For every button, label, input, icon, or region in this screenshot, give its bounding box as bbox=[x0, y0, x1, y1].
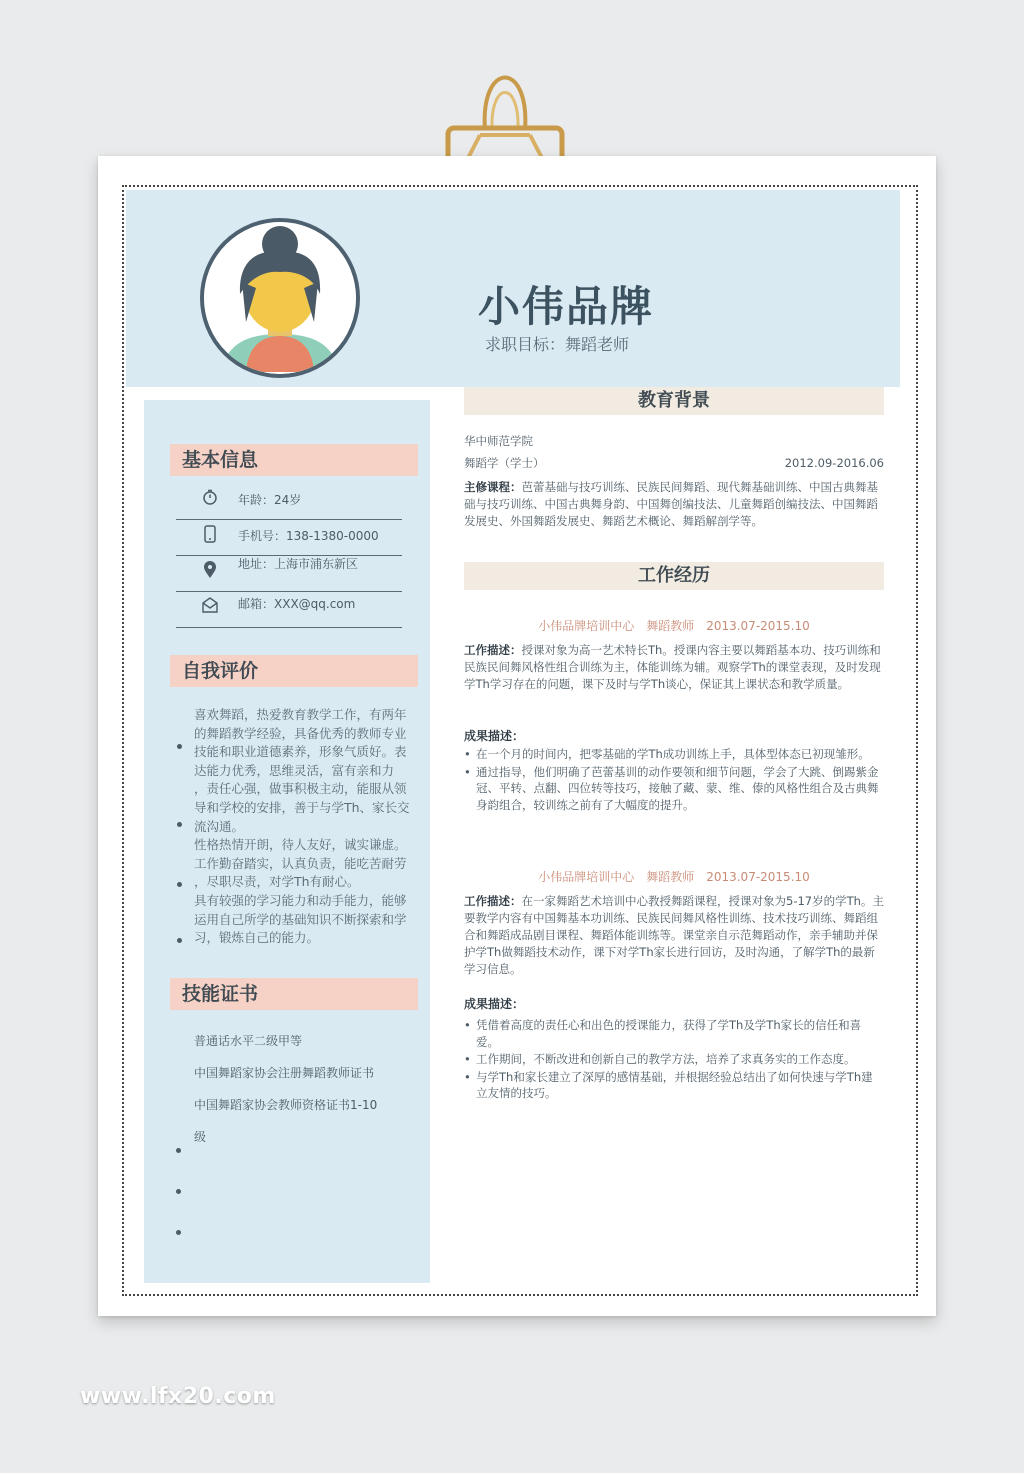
basic-info-title: 基本信息 bbox=[170, 444, 418, 476]
cert-item: 中国舞蹈家协会教师资格证书1-10 bbox=[194, 1098, 378, 1112]
courses bbox=[464, 479, 884, 530]
eval-line: 导和学校的安排，善于与学Th、家长交 bbox=[194, 799, 410, 815]
result-item: • 通过指导，他们明确了芭蕾基训的动作要领和细节问题，学会了大跳、倒踢紫金冠、平转、点翻、四位转等技巧，接触了藏、蒙、维、傣的风格性组合及古典舞身韵组合，较训练之前有了大幅度的提升。 bbox=[464, 764, 884, 814]
location-icon bbox=[202, 561, 218, 579]
job-target: 求职目标：舞蹈老师 bbox=[485, 335, 630, 354]
eval-line: 具有较强的学习能力和动手能力，能够 bbox=[194, 892, 407, 908]
bullet-dot bbox=[177, 882, 182, 887]
job-desc-text: 授课对象为高一艺术特长Th。授课内容主要以舞蹈基本功、技巧训练和民族民间舞风格性组合训练为主，体能训练为辅。观察学Th的课堂表现，及时发现学Th学习存在的问题，课下及时与学Th谈心，保证其上课状态和教学质量。 bbox=[464, 643, 881, 691]
result-item: • 凭借着高度的责任心和出色的授课能力，获得了学Th及学Th家长的信任和喜爱。 bbox=[464, 1017, 884, 1050]
result-item: • 工作期间，不断改进和创新自己的教学方法，培养了求真务实的工作态度。 bbox=[464, 1051, 884, 1068]
eval-line: 流沟通。 bbox=[194, 818, 245, 834]
info-row-phone bbox=[176, 519, 402, 556]
education-period: 2012.09-2016.06 bbox=[784, 456, 884, 470]
eval-line: ，责任心强，做事积极主动，能服从领 bbox=[194, 781, 407, 797]
eval-line: 达能力优秀，思维灵活，富有亲和力 bbox=[194, 762, 395, 778]
result-item: • 与学Th和家长建立了深厚的感情基础，并根据经验总结出了如何快速与学Th建立友情的技巧。 bbox=[464, 1069, 884, 1102]
avatar-illustration bbox=[204, 222, 356, 374]
work-title: 工作经历 bbox=[464, 562, 884, 590]
avatar bbox=[200, 218, 360, 378]
courses-label: 主修课程： bbox=[464, 480, 522, 494]
eval-line: 的舞蹈教学经验，具备优秀的教师专业 bbox=[194, 725, 407, 741]
result-list bbox=[464, 1017, 884, 1103]
watermark-text: www.lfx20.com bbox=[80, 1384, 276, 1409]
result-item: • 在一个月的时间内，把零基础的学Th成功训练上手，具体型体态已初现雏形。 bbox=[464, 746, 884, 763]
self-eval-title: 自我评价 bbox=[170, 655, 418, 687]
job-desc bbox=[464, 893, 884, 978]
job-header: 小伟品牌培训中心 舞蹈教师 2013.07-2015.10 bbox=[538, 870, 810, 884]
cert-item: 中国舞蹈家协会注册舞蹈教师证书 bbox=[194, 1066, 375, 1080]
info-row-email bbox=[176, 591, 402, 628]
eval-line: 工作勤奋踏实，认真负责，能吃苦耐劳 bbox=[194, 855, 407, 871]
cert-item: 普通话水平二级甲等 bbox=[194, 1034, 303, 1048]
info-phone: 手机号：138-1380-0000 bbox=[238, 529, 379, 543]
clock-icon bbox=[202, 489, 218, 507]
resume-paper bbox=[98, 156, 936, 1316]
bullet-dot bbox=[177, 822, 182, 827]
candidate-name: 小伟品牌 bbox=[478, 282, 655, 331]
result-label: 成果描述： bbox=[464, 997, 525, 1011]
job-desc-label: 工作描述： bbox=[464, 643, 522, 657]
eval-line: 运用自己所学的基础知识不断探索和学 bbox=[194, 911, 407, 927]
info-address: 地址：上海市浦东新区 bbox=[238, 557, 359, 571]
cert-item: 级 bbox=[194, 1130, 207, 1144]
eval-line: 喜欢舞蹈，热爱教育教学工作，有两年 bbox=[194, 707, 407, 722]
eval-line: ，尽职尽责，对学Th有耐心。 bbox=[194, 874, 360, 890]
info-row-age bbox=[176, 483, 402, 520]
info-row-address bbox=[176, 555, 402, 592]
bullet-dot bbox=[177, 938, 182, 943]
job-desc-label: 工作描述： bbox=[464, 894, 522, 908]
bullet-dot bbox=[176, 1148, 181, 1153]
result-list bbox=[464, 746, 884, 814]
eval-line: 性格热情开朗，待人友好，诚实谦虚。 bbox=[194, 837, 407, 853]
bullet-dot bbox=[176, 1230, 181, 1235]
major: 舞蹈学（学士） bbox=[464, 456, 545, 470]
info-age: 年龄：24岁 bbox=[238, 493, 302, 507]
education-title: 教育背景 bbox=[464, 387, 884, 415]
self-eval-text bbox=[194, 706, 416, 948]
job-desc bbox=[464, 642, 884, 693]
phone-icon bbox=[202, 525, 218, 543]
mail-icon bbox=[202, 597, 218, 615]
eval-line: 技能和职业道德素养，形象气质好。表 bbox=[194, 744, 407, 760]
job-desc-text: 在一家舞蹈艺术培训中心教授舞蹈课程，授课对象为5-17岁的学Th。主要教学内容有中国舞基本功训练、民族民间舞风格性训练、技术技巧训练、舞蹈组合和舞蹈成品剧目课程、舞蹈体能训练等。课堂亲自示范舞蹈动作，亲手辅助并保护学Th做舞蹈技术动作，课下对学Th家长进行回访，及时沟通，了解学Th的最新学习信息。 bbox=[464, 894, 884, 976]
bullet-dot bbox=[177, 744, 182, 749]
certificates-title: 技能证书 bbox=[170, 978, 418, 1010]
bullet-dot bbox=[176, 1189, 181, 1194]
school-name: 华中师范学院 bbox=[464, 434, 533, 448]
eval-line: 习，锻炼自己的能力。 bbox=[194, 930, 320, 946]
courses-text: 芭蕾基础与技巧训练、民族民间舞蹈、现代舞基础训练、中国古典舞基础与技巧训练、中国古典舞身韵、中国舞创编技法、儿童舞蹈创编技法、中国舞蹈发展史、外国舞蹈发展史、舞蹈艺术概论、舞蹈解剖学等。 bbox=[464, 480, 878, 528]
info-email: 邮箱：XXX@qq.com bbox=[238, 597, 356, 611]
job-header: 小伟品牌培训中心 舞蹈教师 2013.07-2015.10 bbox=[538, 619, 810, 633]
result-label: 成果描述： bbox=[464, 729, 525, 743]
